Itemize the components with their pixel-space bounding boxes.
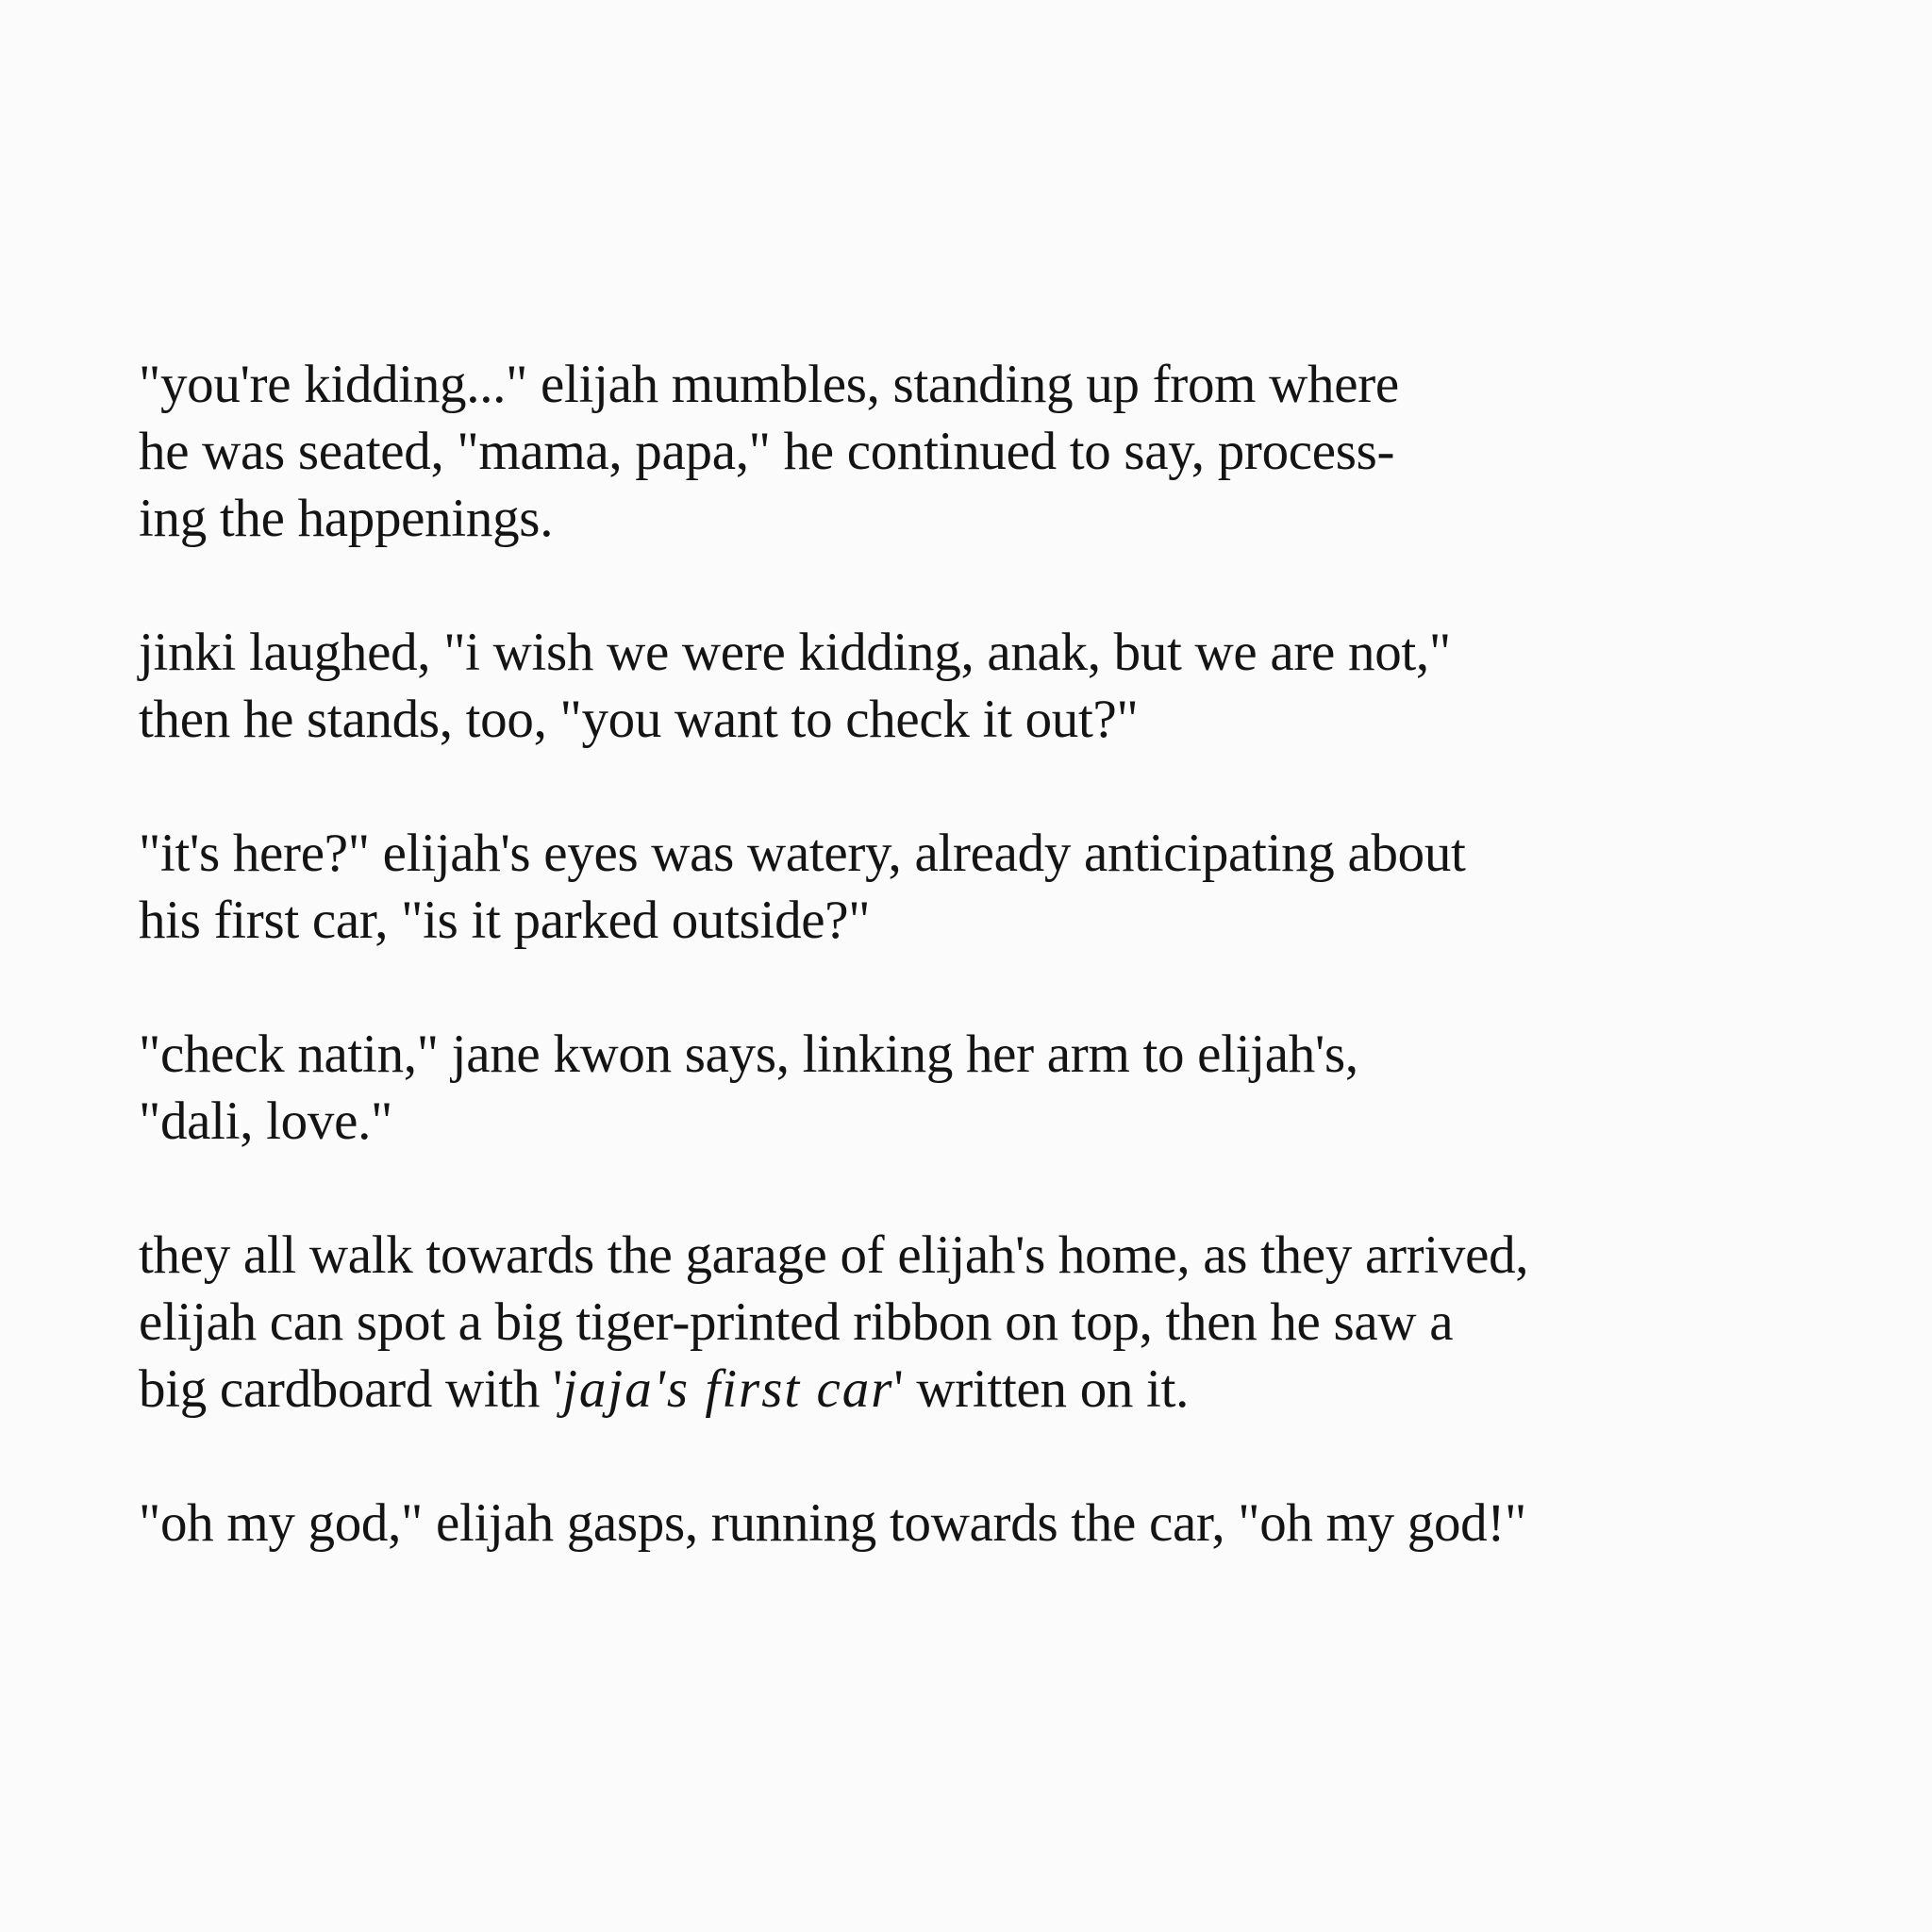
paragraph-5 [139,1222,1837,1423]
paragraph-4 [139,1021,1837,1155]
story-text [139,351,1837,1624]
text-line: "you're kidding..." elijah mumbles, standing up from where [139,355,1399,414]
text-line: "oh my god," elijah gasps, running towards the car, "oh my god!" [139,1493,1527,1553]
text-line [139,1356,1837,1423]
text-line: "check natin," jane kwon says, linking her arm to elijah's, [139,1024,1358,1084]
text-line: he was seated, "mama, papa," he continued to say, process- [139,422,1395,481]
text-line: "dali, love." [139,1091,392,1151]
text-line: then he stands, too, "you want to check it out?" [139,690,1139,749]
text-segment: ' written on it. [893,1359,1190,1419]
paragraph-6 [139,1490,1837,1557]
italic-car-name: jaja's first car [562,1359,894,1419]
paragraph-1 [139,351,1837,552]
text-line: they all walk towards the garage of elijah's home, as they arrived, [139,1225,1529,1285]
text-line: jinki laughed, "i wish we were kidding, anak, but we are not," [139,623,1451,682]
text-line: ing the happenings. [139,489,554,548]
text-line: "it's here?" elijah's eyes was watery, already anticipating about [139,824,1466,883]
text-line: elijah can spot a big tiger-printed ribbon on top, then he saw a [139,1292,1454,1352]
paragraph-3 [139,820,1837,954]
text-line: his first car, "is it parked outside?" [139,891,871,950]
text-segment: big cardboard with ' [139,1359,563,1419]
paragraph-2 [139,619,1837,753]
